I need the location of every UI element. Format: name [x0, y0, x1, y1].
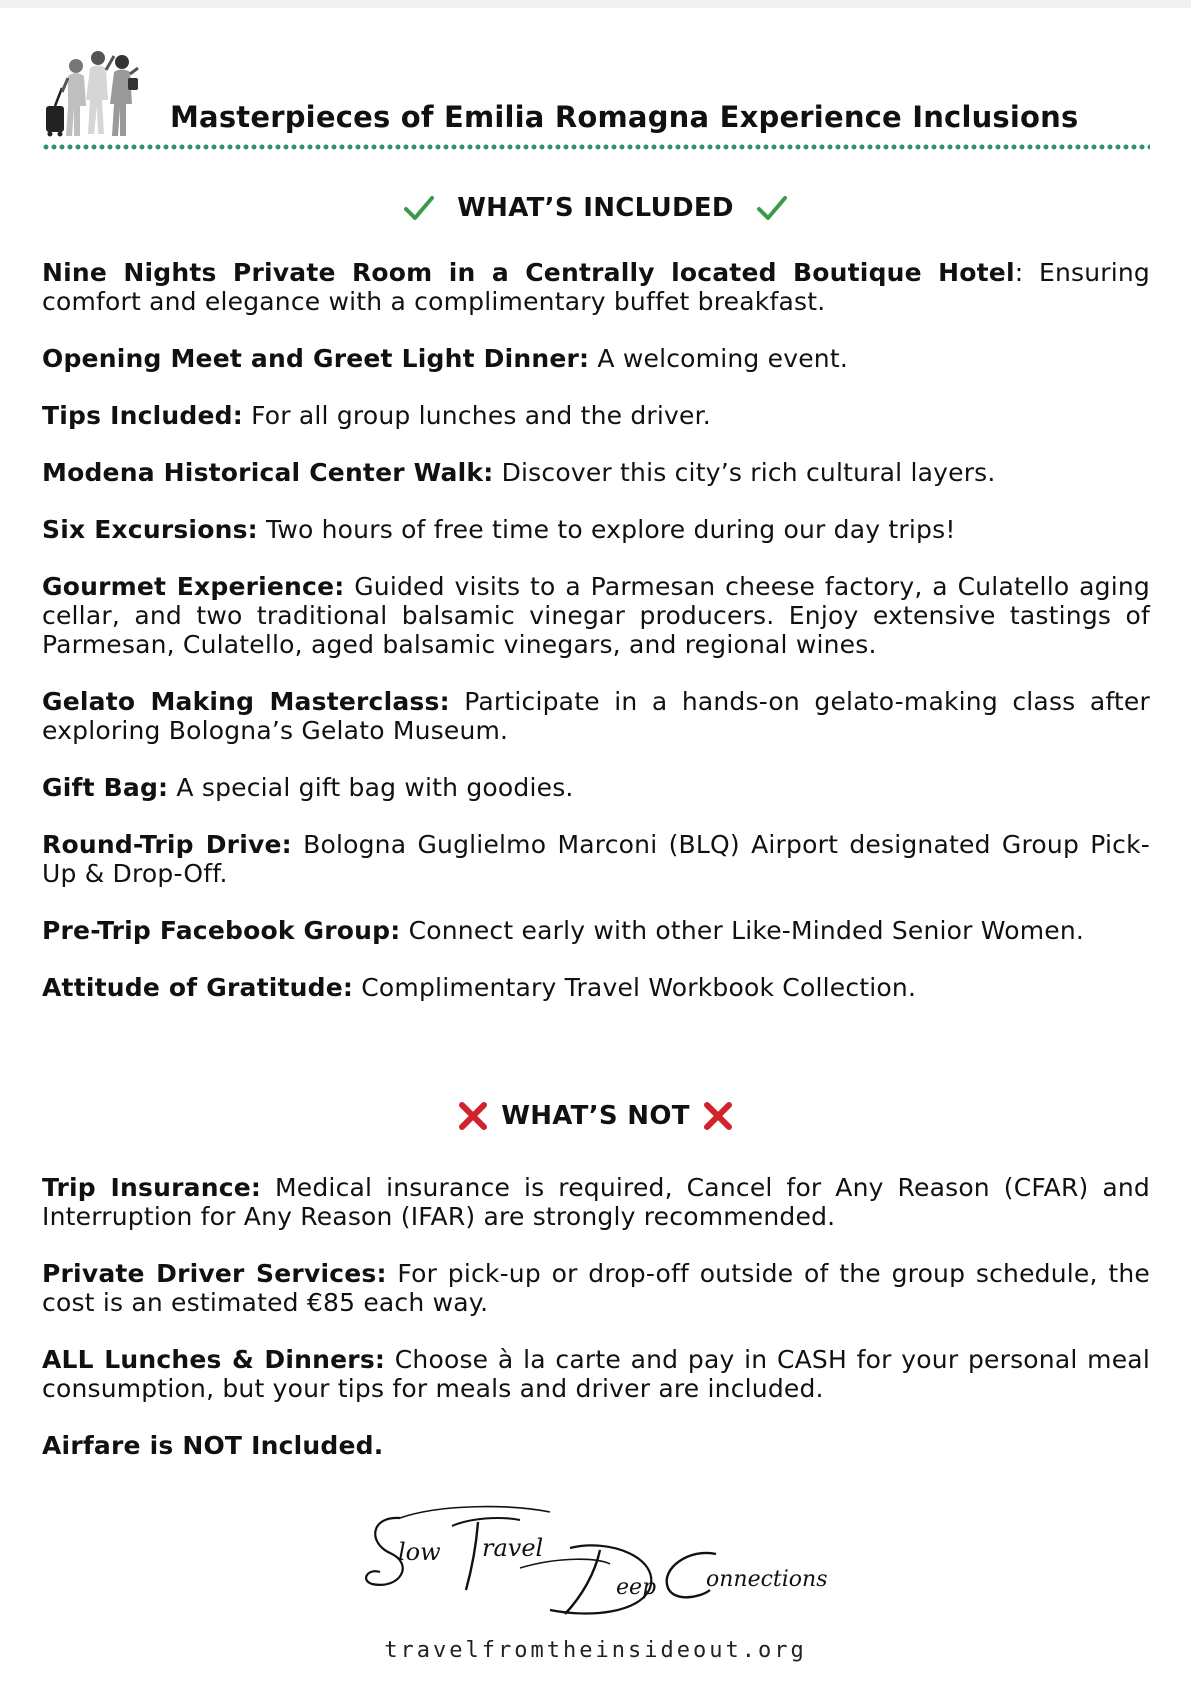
not-included-list — [42, 1173, 1150, 1488]
item-label: Modena Historical Center Walk: — [42, 458, 494, 487]
item-text: Bologna Guglielmo Marconi (BLQ) Airport designated Group Pick-Up & Drop-Off. — [42, 830, 1150, 888]
check-icon — [404, 195, 434, 221]
included-heading — [0, 192, 1191, 223]
signature — [360, 1498, 840, 1628]
dotted-divider — [42, 142, 1150, 152]
item-text: A welcoming event. — [589, 344, 848, 373]
check-icon — [757, 195, 787, 221]
item-text: Ensuring comfort and elegance with a complimentary buffet breakfast. — [42, 258, 1150, 316]
cross-icon — [703, 1101, 733, 1131]
item-label: Private Driver Services: — [42, 1259, 387, 1288]
item-label: Trip Insurance: — [42, 1173, 262, 1202]
item-text: A special gift bag with goodies. — [168, 773, 574, 802]
list-item — [42, 773, 1150, 802]
item-text: Choose à la carte and pay in CASH for your personal meal consumption, but your tips for meals and driver are included. — [42, 1345, 1150, 1403]
item-label: Opening Meet and Greet Light Dinner: — [42, 344, 590, 373]
list-item — [42, 458, 1150, 487]
item-label: Gourmet Experience: — [42, 572, 345, 601]
item-label: Tips Included: — [42, 401, 243, 430]
item-text: Guided visits to a Parmesan cheese factory, a Culatello aging cellar, and two traditional balsamic vinegar producers. Enjoy extensive tastings of Parmesan, Culatello, aged balsamic vinegars, and regional wines. — [42, 572, 1150, 659]
list-item — [42, 515, 1150, 544]
travelers-logo-icon — [42, 48, 152, 146]
item-label: Nine Nights Private Room in a Centrally located Boutique Hotel — [42, 258, 1015, 287]
footer-url: travelfromtheinsideout.org — [384, 1638, 807, 1663]
item-text: Two hours of free time to explore during our day trips! — [257, 515, 956, 544]
list-item — [42, 572, 1150, 659]
item-label: Six Excursions: — [42, 515, 258, 544]
item-text: Discover this city’s rich cultural layers. — [493, 458, 996, 487]
list-item — [42, 916, 1150, 945]
svg-text:ravel: ravel — [482, 1534, 544, 1562]
item-label: Gelato Making Masterclass: — [42, 687, 450, 716]
item-label: Gift Bag: — [42, 773, 169, 802]
svg-text:eep: eep — [616, 1575, 657, 1600]
item-text: Medical insurance is required, Cancel for Any Reason (CFAR) and Interruption for Any Reason (IFAR) are strongly recommended. — [42, 1173, 1150, 1231]
closing-note: Airfare is NOT Included. — [42, 1431, 384, 1460]
list-item — [42, 1173, 1150, 1231]
list-item — [42, 1345, 1150, 1403]
item-label: Pre-Trip Facebook Group: — [42, 916, 401, 945]
list-item — [42, 830, 1150, 888]
item-text: Complimentary Travel Workbook Collection. — [353, 973, 917, 1002]
not-included-heading-label: WHAT’S NOT — [501, 1100, 690, 1131]
list-item — [42, 1259, 1150, 1317]
page — [0, 8, 1191, 1682]
list-item — [42, 401, 1150, 430]
list-item — [42, 258, 1150, 316]
included-list — [42, 258, 1150, 1030]
page-title: Masterpieces of Emilia Romagna Experience Inclusions — [170, 100, 1079, 134]
item-label: Attitude of Gratitude: — [42, 973, 354, 1002]
svg-text:low: low — [398, 1538, 441, 1566]
cross-icon — [458, 1101, 488, 1131]
list-item — [42, 344, 1150, 373]
list-item — [42, 687, 1150, 745]
item-text: For pick-up or drop-off outside of the group schedule, the cost is an estimated €85 each way. — [42, 1259, 1150, 1317]
item-text: For all group lunches and the driver. — [242, 401, 711, 430]
list-item — [42, 973, 1150, 1002]
svg-text:onnections: onnections — [706, 1567, 828, 1592]
not-included-heading — [0, 1100, 1191, 1131]
item-sep: : — [1014, 258, 1024, 287]
item-label: Round-Trip Drive: — [42, 830, 292, 859]
item-label: ALL Lunches & Dinners: — [42, 1345, 386, 1374]
item-text: Connect early with other Like-Minded Senior Women. — [400, 916, 1085, 945]
item-text: Participate in a hands-on gelato-making class after exploring Bologna’s Gelato Museum. — [42, 687, 1150, 745]
included-heading-label: WHAT’S INCLUDED — [457, 192, 734, 223]
